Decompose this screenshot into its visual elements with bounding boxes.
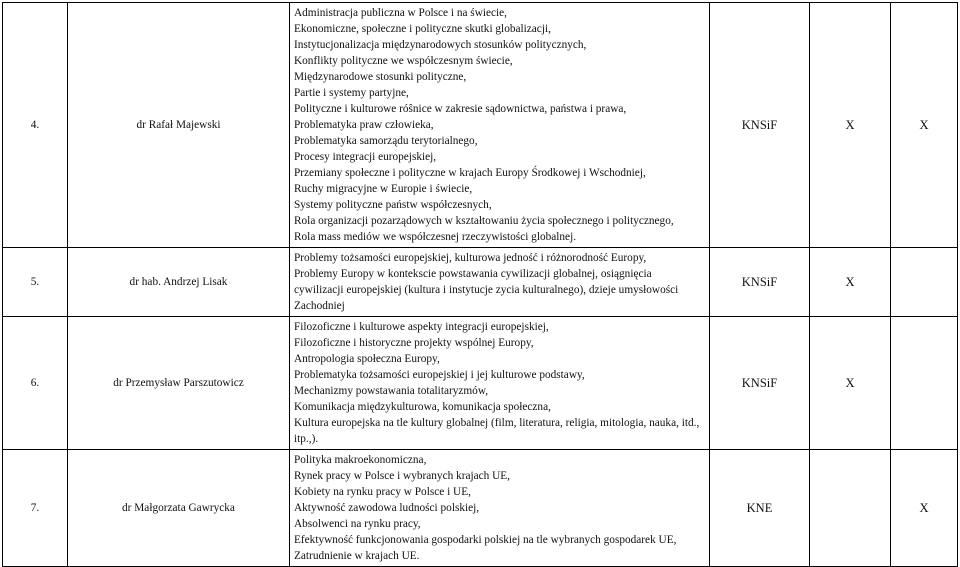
topic-item: Rola organizacji pozarządowych w kształtowaniu życia społecznego i politycznego,	[294, 215, 674, 227]
topic-item: Rola mass mediów we współczesnej rzeczywistości globalnej.	[294, 231, 577, 243]
topic-item: Filozoficzne i historyczne projekty wspólnej Europy,	[294, 337, 534, 349]
topic-item: Konflikty polityczne we współczesnym świecie,	[294, 55, 513, 67]
topic-item: Rynek pracy w Polsce i wybranych krajach UE,	[294, 470, 511, 482]
topic-item: Polityczne i kulturowe róŝnice w zakresie sądownictwa, państwa i prawa,	[294, 103, 627, 115]
row-number: 5.	[3, 248, 68, 317]
supervisor-name: dr Rafał Majewski	[68, 3, 290, 248]
topic-item: Problematyka samorządu terytorialnego,	[294, 135, 478, 147]
topic-item: Administracja publiczna w Polsce i na świecie,	[294, 7, 508, 19]
topic-list	[290, 317, 710, 450]
topic-item: Filozoficzne i kulturowe aspekty integracji europejskiej,	[294, 321, 549, 333]
topic-item: Efektywność funkcjonowania gospodarki polskiej na tle wybranych gospodarek UE,	[294, 534, 677, 546]
table-row	[3, 317, 958, 450]
mark-cell-a: X	[810, 3, 891, 248]
mark-cell-b	[891, 248, 958, 317]
topic-item: Problematyka tożsamości europejskiej i jej kulturowe podstawy,	[294, 369, 585, 381]
topic-item: Antropologia społeczna Europy,	[294, 353, 440, 365]
row-number: 6.	[3, 317, 68, 450]
unit-code: KNSiF	[710, 3, 810, 248]
topic-item: Ruchy migracyjne w Europie i świecie,	[294, 183, 473, 195]
topic-item: cywilizacji europejskiej (kultura i instytucje zycia kulturalnego), dzieje umysłowości	[294, 284, 679, 296]
topic-list	[290, 450, 710, 567]
topic-item: Międzynarodowe stosunki polityczne,	[294, 71, 467, 83]
table-row	[3, 450, 958, 567]
topic-item: Zachodniej	[294, 300, 345, 312]
mark-cell-a	[810, 450, 891, 567]
mark-cell-b: X	[891, 3, 958, 248]
topic-item: Kultura europejska na tle kultury globalnej (film, literatura, religia, mitologia, nauka, itd., itp.,).	[294, 417, 700, 445]
row-number: 7.	[3, 450, 68, 567]
mark-cell-a: X	[810, 248, 891, 317]
topic-list	[290, 248, 710, 317]
topic-item: Komunikacja międzykulturowa, komunikacja społeczna,	[294, 401, 551, 413]
topic-item: Partie i systemy partyjne,	[294, 87, 409, 99]
supervisor-name: dr Przemysław Parszutowicz	[68, 317, 290, 450]
unit-code: KNSiF	[710, 248, 810, 317]
topic-item: Problemy tożsamości europejskiej, kulturowa jedność i różnorodność Europy,	[294, 252, 647, 264]
topic-list	[290, 3, 710, 248]
topic-item: Absolwenci na rynku pracy,	[294, 518, 421, 530]
topic-item: Systemy polityczne państw współczesnych,	[294, 199, 492, 211]
mark-cell-a: X	[810, 317, 891, 450]
topic-item: Instytucjonalizacja międzynarodowych stosunków politycznych,	[294, 39, 587, 51]
topic-item: Przemiany społeczne i polityczne w krajach Europy Środkowej i Wschodniej,	[294, 167, 646, 179]
unit-code: KNSiF	[710, 317, 810, 450]
topic-item: Ekonomiczne, społeczne i polityczne skutki globalizacji,	[294, 23, 551, 35]
table-row	[3, 3, 958, 248]
topic-item: Procesy integracji europejskiej,	[294, 151, 437, 163]
row-number: 4.	[3, 3, 68, 248]
topic-item: Aktywność zawodowa ludności polskiej,	[294, 502, 480, 514]
topic-item: Problematyka praw człowieka,	[294, 119, 434, 131]
topic-item: Kobiety na rynku pracy w Polsce i UE,	[294, 486, 471, 498]
topic-item: Zatrudnienie w krajach UE.	[294, 550, 420, 562]
table-row	[3, 248, 958, 317]
topic-item: Problemy Europy w kontekscie powstawania cywilizacji globalnej, osiągnięcia	[294, 268, 652, 280]
supervisor-name: dr hab. Andrzej Lisak	[68, 248, 290, 317]
supervisor-name: dr Małgorzata Gawrycka	[68, 450, 290, 567]
mark-cell-b: X	[891, 450, 958, 567]
mark-cell-b	[891, 317, 958, 450]
supervisors-table	[2, 2, 958, 567]
topic-item: Polityka makroekonomiczna,	[294, 454, 427, 466]
topic-item: Mechanizmy powstawania totalitaryzmów,	[294, 385, 489, 397]
unit-code: KNE	[710, 450, 810, 567]
